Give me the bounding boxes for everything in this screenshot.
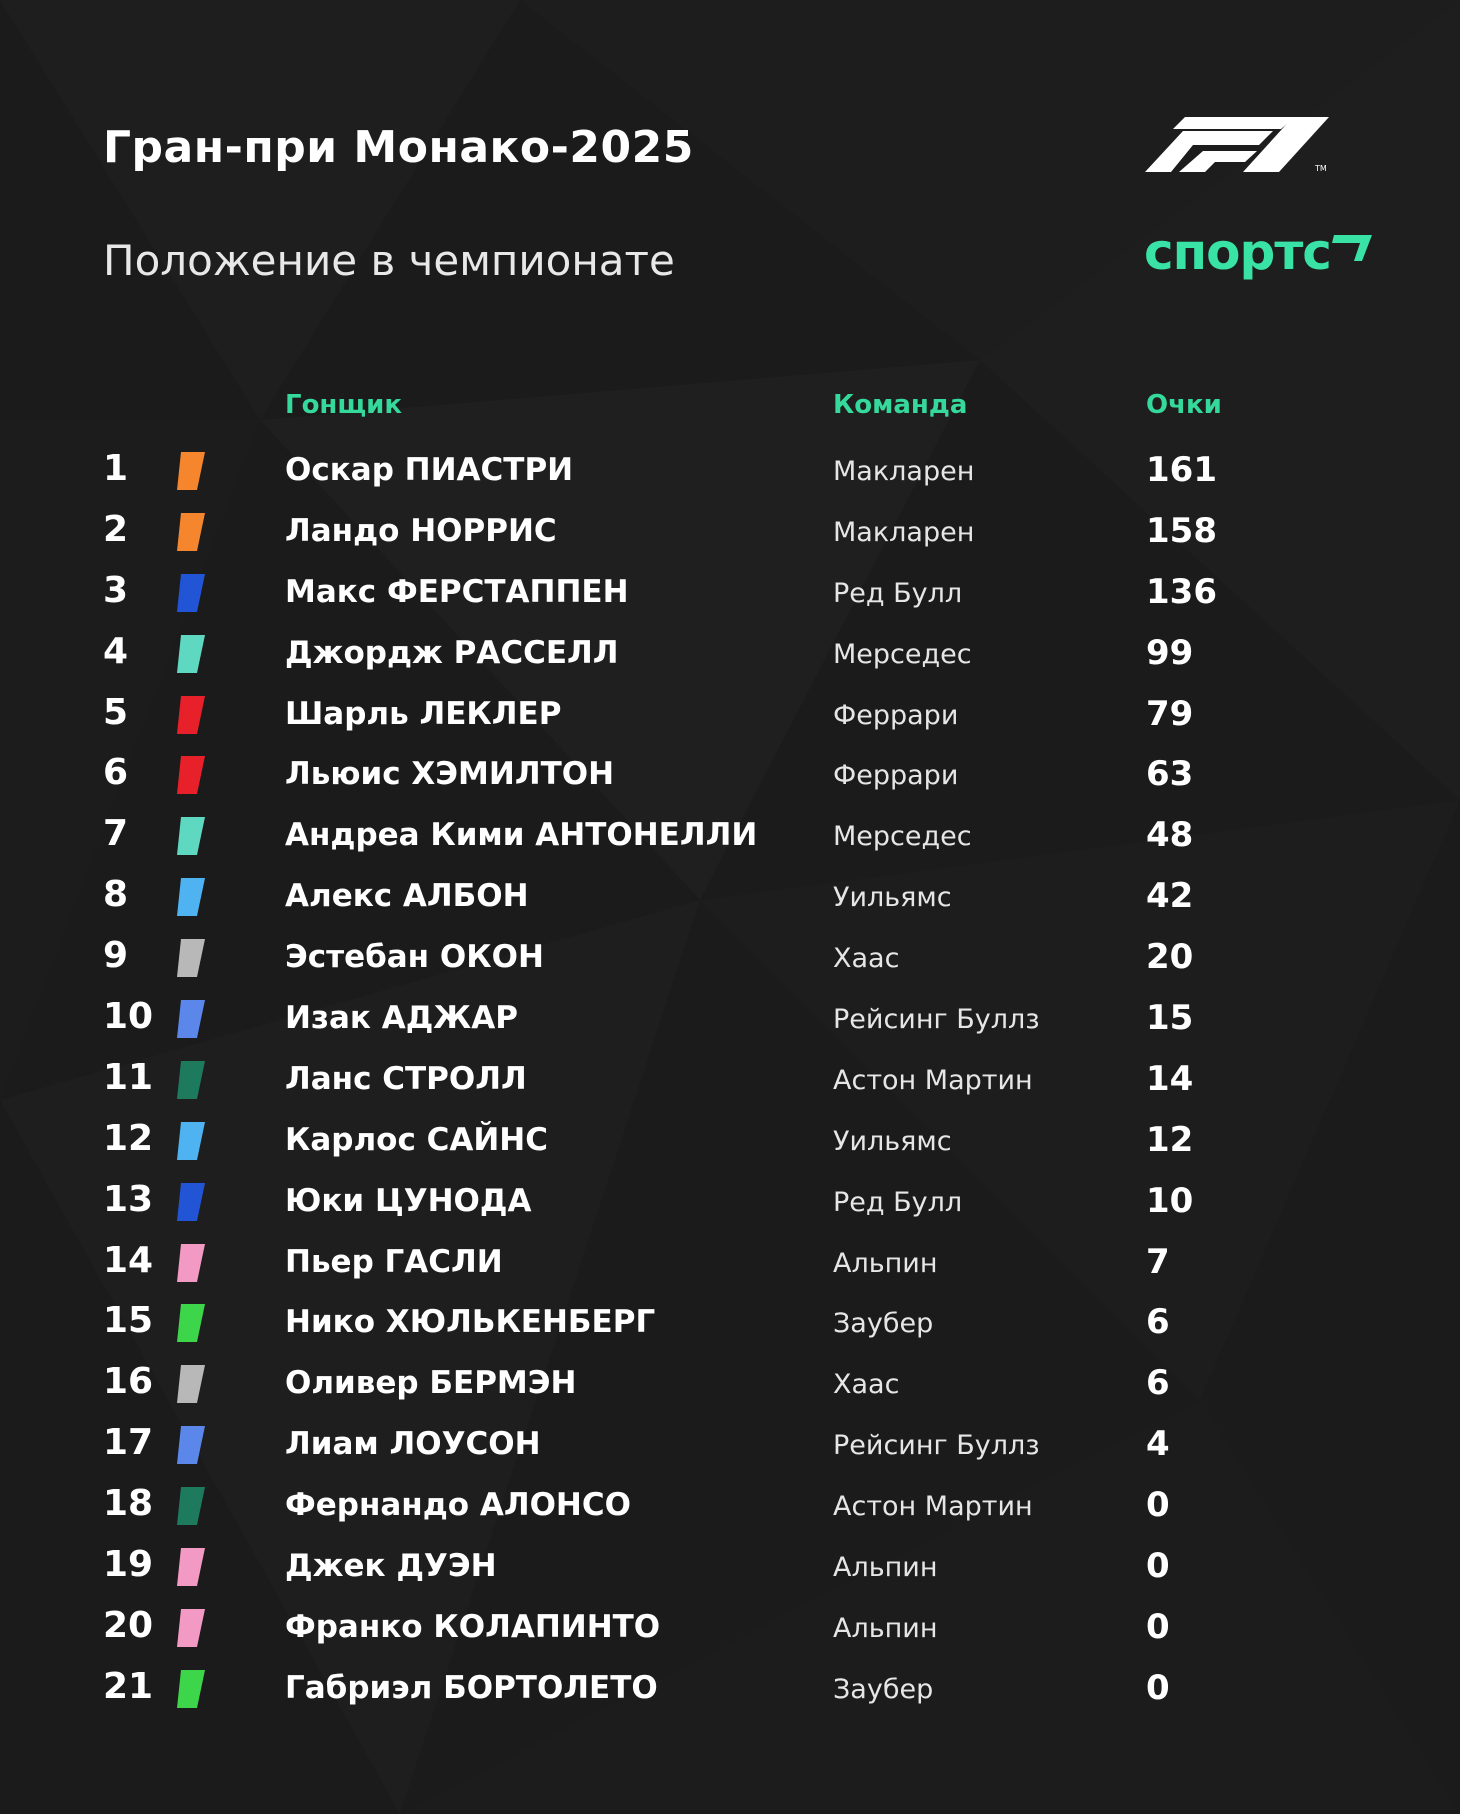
position-number: 16 [103,1361,154,1403]
position-number: 18 [103,1483,154,1525]
points-value: 6 [1146,1302,1170,1343]
position-number: 3 [103,569,129,611]
table-row [0,1171,1460,1232]
team-name: Мерседес [833,821,972,853]
team-color-swatch-icon [177,513,205,551]
position-number: 8 [103,874,129,916]
table-row [0,1292,1460,1353]
points-value: 0 [1146,1546,1170,1587]
position-number: 4 [103,630,129,672]
position-number: 2 [103,508,129,550]
table-row [0,623,1460,684]
position-number: 7 [103,813,129,855]
points-value: 79 [1146,693,1194,734]
team-name: Альпин [833,1247,938,1279]
driver-name: Шарль ЛЕКЛЕР [285,695,562,732]
team-name: Заубер [833,1673,934,1705]
points-value: 7 [1146,1241,1170,1282]
standings-table [0,440,1460,1719]
team-color-swatch-icon [177,756,205,794]
points-value: 20 [1146,937,1194,978]
driver-name: Джордж РАССЕЛЛ [285,634,619,671]
driver-name: Оливер БЕРМЭН [285,1365,577,1402]
team-name: Феррари [833,760,959,792]
driver-name: Лиам ЛОУСОН [285,1426,541,1463]
points-value: 161 [1146,450,1217,490]
table-row [0,684,1460,745]
driver-name: Эстебан ОКОН [285,939,544,976]
team-color-swatch-icon [177,1487,205,1525]
points-value: 42 [1146,876,1194,917]
table-row [0,562,1460,623]
driver-name: Франко КОЛАПИНТО [285,1608,661,1645]
driver-name: Нико ХЮЛЬКЕНБЕРГ [285,1304,656,1341]
team-name: Астон Мартин [833,1064,1033,1096]
points-value: 0 [1146,1485,1170,1526]
position-number: 15 [103,1300,154,1342]
position-number: 14 [103,1239,154,1281]
points-value: 48 [1146,815,1194,856]
table-row [0,1049,1460,1110]
position-number: 10 [103,996,154,1038]
points-value: 15 [1146,998,1194,1039]
position-number: 17 [103,1422,154,1464]
position-number: 6 [103,752,129,794]
team-color-swatch-icon [177,1365,205,1403]
team-color-swatch-icon [177,452,205,490]
team-color-swatch-icon [177,1183,205,1221]
position-number: 20 [103,1604,154,1646]
team-name: Астон Мартин [833,1491,1033,1523]
driver-name: Макс ФЕРСТАППЕН [285,573,629,610]
team-name: Рейсинг Буллз [833,1430,1040,1462]
points-value: 63 [1146,754,1194,795]
team-color-swatch-icon [177,1609,205,1647]
points-value: 6 [1146,1363,1170,1404]
position-number: 1 [103,448,129,489]
driver-name: Джек ДУЭН [285,1548,497,1585]
team-name: Рейсинг Буллз [833,1004,1040,1036]
table-row [0,805,1460,866]
table-row [0,1597,1460,1658]
table-row [0,1232,1460,1293]
team-name: Макларен [833,516,975,548]
position-number: 19 [103,1544,154,1586]
points-value: 10 [1146,1180,1194,1221]
table-row [0,866,1460,927]
team-color-swatch-icon [177,635,205,673]
points-value: 14 [1146,1058,1194,1099]
driver-name: Фернандо АЛОНСО [285,1487,631,1524]
team-name: Хаас [833,1369,900,1401]
svg-text:TM: TM [1315,164,1327,173]
driver-name: Юки ЦУНОДА [285,1182,532,1219]
team-color-swatch-icon [177,939,205,977]
team-name: Хаас [833,943,900,975]
table-row [0,1475,1460,1536]
team-color-swatch-icon [177,878,205,916]
sport-logo-tick-icon [1332,235,1372,261]
driver-name: Пьер ГАСЛИ [285,1243,503,1280]
team-color-swatch-icon [177,1426,205,1464]
table-row [0,440,1460,501]
points-value: 0 [1146,1606,1170,1647]
points-value: 12 [1146,1119,1194,1160]
team-color-swatch-icon [177,1548,205,1586]
team-name: Уильямс [833,1125,952,1157]
driver-name: Изак АДЖАР [285,1000,518,1037]
team-color-swatch-icon [177,1000,205,1038]
driver-name: Габриэл БОРТОЛЕТО [285,1669,658,1706]
driver-name: Андреа Кими АНТОНЕЛЛИ [285,817,758,854]
table-row [0,1110,1460,1171]
table-row [0,988,1460,1049]
table-row [0,1658,1460,1719]
points-value: 0 [1146,1667,1170,1708]
team-name: Альпин [833,1612,938,1644]
driver-name: Льюис ХЭМИЛТОН [285,756,615,793]
table-row [0,927,1460,988]
points-value: 136 [1146,571,1217,612]
team-name: Уильямс [833,882,952,914]
position-number: 5 [103,691,129,733]
team-color-swatch-icon [177,574,205,612]
table-row [0,501,1460,562]
team-color-swatch-icon [177,1122,205,1160]
team-color-swatch-icon [177,1304,205,1342]
team-color-swatch-icon [177,1244,205,1282]
driver-name: Ланс СТРОЛЛ [285,1060,527,1097]
team-color-swatch-icon [177,696,205,734]
page-subtitle: Положение в чемпионате [103,236,675,285]
team-name: Альпин [833,1552,938,1584]
column-header-team: Команда [833,390,968,420]
table-row [0,744,1460,805]
team-color-swatch-icon [177,817,205,855]
driver-name: Оскар ПИАСТРИ [285,452,574,488]
position-number: 21 [103,1665,154,1707]
team-name: Заубер [833,1308,934,1340]
points-value: 158 [1146,510,1217,551]
team-color-swatch-icon [177,1670,205,1708]
team-name: Феррари [833,699,959,731]
points-value: 4 [1146,1424,1170,1465]
points-value: 99 [1146,632,1194,673]
table-row [0,1536,1460,1597]
page-title: Гран-при Монако-2025 [103,122,694,173]
driver-name: Алекс АЛБОН [285,878,529,915]
team-name: Ред Булл [833,1186,963,1218]
f1-logo-icon [1145,117,1357,173]
column-header-driver: Гонщик [285,390,402,420]
position-number: 12 [103,1117,154,1159]
column-header-points: Очки [1146,390,1222,420]
team-name: Макларен [833,456,975,487]
position-number: 11 [103,1056,154,1098]
team-color-swatch-icon [177,1061,205,1099]
table-row [0,1414,1460,1475]
team-name: Мерседес [833,638,972,670]
driver-name: Ландо НОРРИС [285,512,557,549]
position-number: 13 [103,1178,154,1220]
team-name: Ред Булл [833,577,963,609]
position-number: 9 [103,935,129,977]
table-row [0,1353,1460,1414]
sport-logo: спортс [1144,223,1331,281]
driver-name: Карлос САЙНС [285,1121,549,1158]
